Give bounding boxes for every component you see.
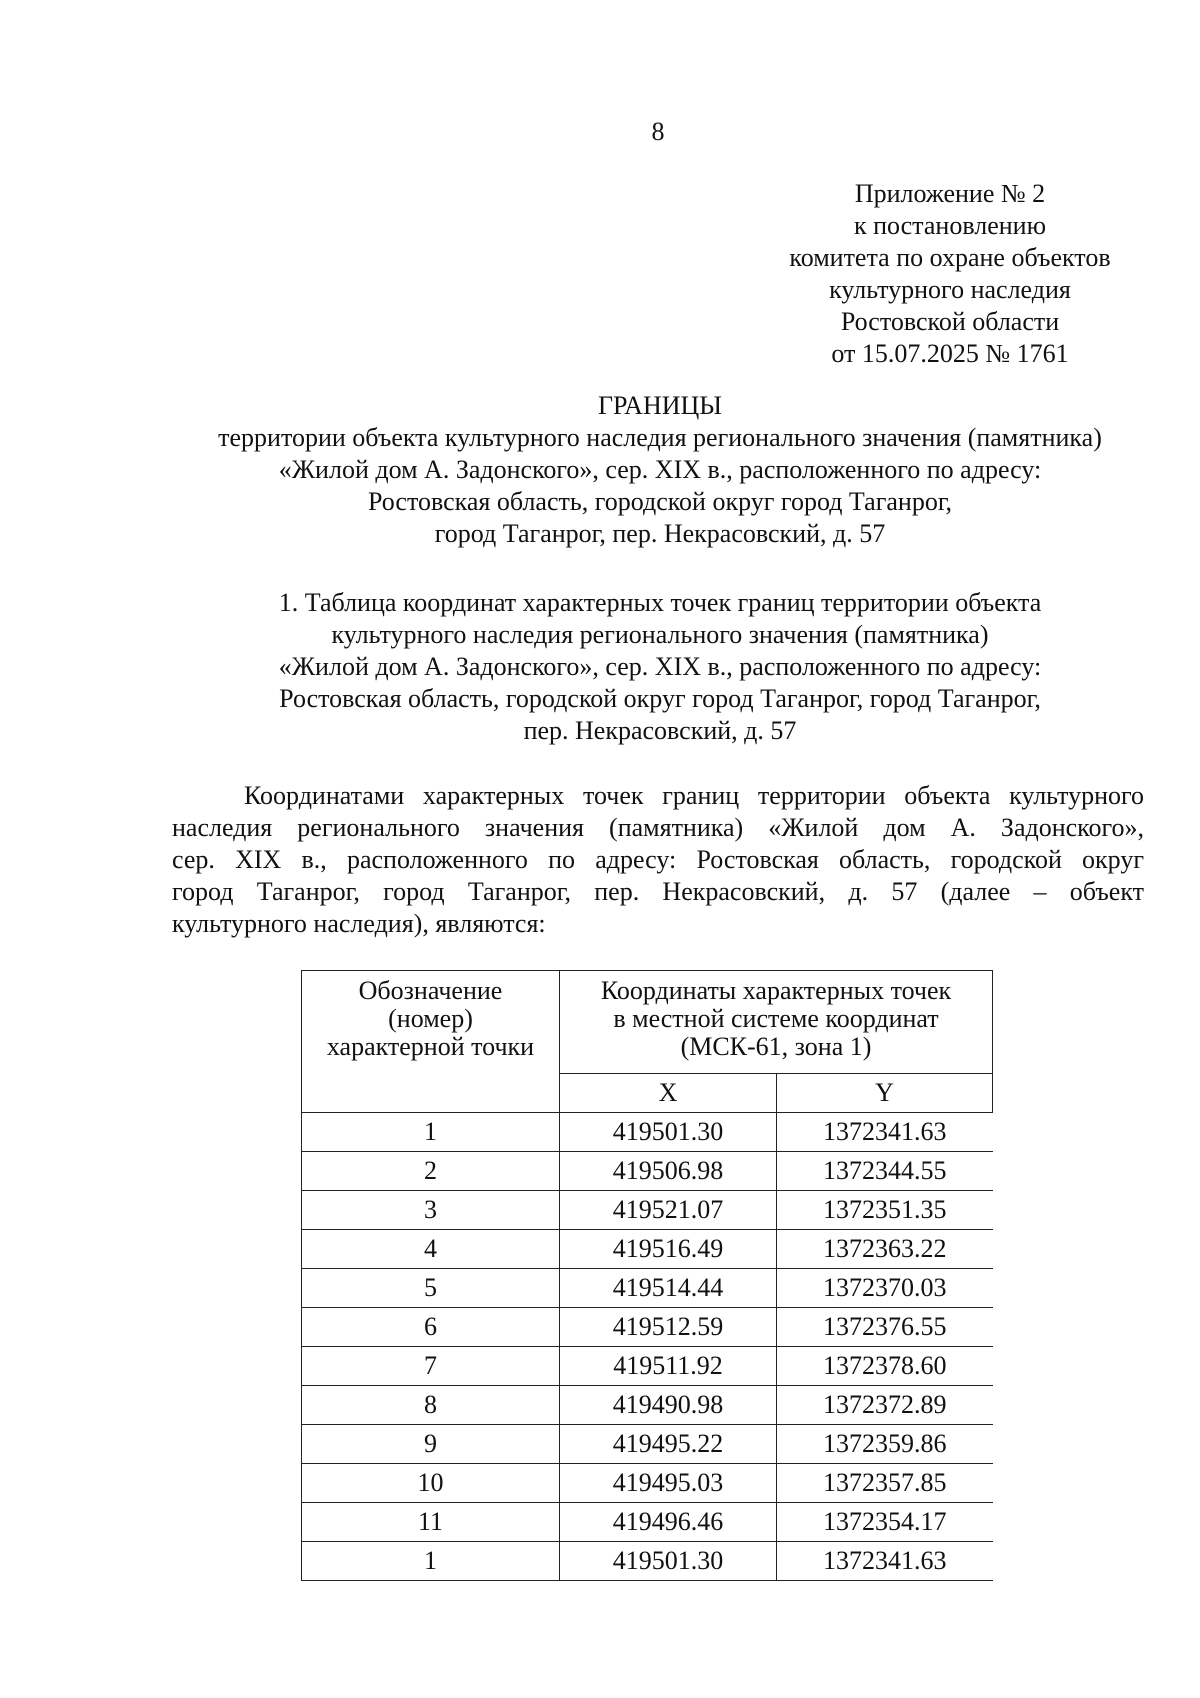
paragraph-line: культурного наследия), являются: — [172, 909, 546, 938]
cell-x: 419490.98 — [560, 1386, 777, 1425]
cell-y: 1372344.55 — [777, 1152, 993, 1191]
cell-x: 419506.98 — [560, 1152, 777, 1191]
cell-point-number: 7 — [302, 1347, 560, 1386]
cell-x: 419501.30 — [560, 1542, 777, 1581]
table-row — [302, 1308, 993, 1347]
cell-x: 419511.92 — [560, 1347, 777, 1386]
cell-point-number: 4 — [302, 1230, 560, 1269]
header-x: X — [560, 1074, 777, 1113]
header-designation — [302, 971, 560, 1113]
cell-y: 1372341.63 — [777, 1113, 993, 1152]
table-caption-line: Ростовская область, городской округ город Таганрог, город Таганрог, — [279, 684, 1041, 713]
table-row — [302, 1542, 993, 1581]
cell-x: 419514.44 — [560, 1269, 777, 1308]
table-caption — [140, 587, 1180, 747]
appendix-line: культурного наследия — [829, 275, 1071, 304]
cell-y: 1372357.85 — [777, 1464, 993, 1503]
table-caption-line: «Жилой дом А. Задонского», сер. XIX в., расположенного по адресу: — [278, 652, 1042, 681]
header-coordinates — [560, 971, 993, 1074]
appendix-line: комитета по охране объектов — [789, 243, 1111, 272]
paragraph-line: Координатами характерных точек границ территории объекта культурного — [244, 781, 1144, 810]
page-number: 8 — [651, 117, 665, 146]
table-row — [302, 1113, 993, 1152]
cell-point-number: 6 — [302, 1308, 560, 1347]
cell-x: 419495.22 — [560, 1425, 777, 1464]
title-line: город Таганрог, пер. Некрасовский, д. 57 — [434, 519, 886, 548]
table-row — [302, 1464, 993, 1503]
table-row — [302, 1503, 993, 1542]
cell-y: 1372354.17 — [777, 1503, 993, 1542]
cell-y: 1372351.35 — [777, 1191, 993, 1230]
coordinates-table — [301, 970, 993, 1581]
title-line: Ростовская область, городской округ город Таганрог, — [367, 487, 953, 516]
cell-point-number: 2 — [302, 1152, 560, 1191]
cell-y: 1372359.86 — [777, 1425, 993, 1464]
appendix-line: Приложение № 2 — [854, 179, 1046, 208]
document-title — [140, 390, 1180, 550]
table-row — [302, 1386, 993, 1425]
table-row — [302, 1191, 993, 1230]
cell-x: 419495.03 — [560, 1464, 777, 1503]
cell-point-number: 3 — [302, 1191, 560, 1230]
cell-point-number: 8 — [302, 1386, 560, 1425]
table-row — [302, 1425, 993, 1464]
table-caption-line: пер. Некрасовский, д. 57 — [523, 716, 797, 745]
cell-y: 1372372.89 — [777, 1386, 993, 1425]
cell-y: 1372378.60 — [777, 1347, 993, 1386]
appendix-line: Ростовской области — [840, 307, 1060, 336]
paragraph-line: наследия регионального значения (памятника) «Жилой дом А. Задонского», — [172, 813, 1144, 842]
table-row — [302, 1347, 993, 1386]
appendix-line: к постановлению — [853, 211, 1047, 240]
cell-y: 1372370.03 — [777, 1269, 993, 1308]
header-designation-line: характерной точки — [326, 1032, 535, 1061]
cell-point-number: 1 — [302, 1113, 560, 1152]
cell-x: 419496.46 — [560, 1503, 777, 1542]
cell-x: 419512.59 — [560, 1308, 777, 1347]
cell-x: 419521.07 — [560, 1191, 777, 1230]
header-y: Y — [777, 1074, 993, 1113]
table-row — [302, 1269, 993, 1308]
header-designation-line: (номер) — [388, 1004, 473, 1033]
cell-point-number: 9 — [302, 1425, 560, 1464]
cell-x: 419516.49 — [560, 1230, 777, 1269]
cell-point-number: 1 — [302, 1542, 560, 1581]
cell-y: 1372376.55 — [777, 1308, 993, 1347]
table-caption-line: 1. Таблица координат характерных точек границ территории объекта — [278, 588, 1042, 617]
table-row — [302, 1152, 993, 1191]
cell-x: 419501.30 — [560, 1113, 777, 1152]
title-heading: ГРАНИЦЫ — [598, 391, 722, 420]
cell-y: 1372341.63 — [777, 1542, 993, 1581]
cell-point-number: 10 — [302, 1464, 560, 1503]
appendix-line: от 15.07.2025 № 1761 — [831, 339, 1069, 368]
table-header-row — [302, 971, 993, 1074]
title-line: «Жилой дом А. Задонского», сер. XIX в., расположенного по адресу: — [278, 455, 1042, 484]
table-row — [302, 1230, 993, 1269]
cell-point-number: 5 — [302, 1269, 560, 1308]
header-coordinates-line: в местной системе координат — [613, 1004, 939, 1033]
table-caption-line: культурного наследия регионального значения (памятника) — [331, 620, 989, 649]
cell-point-number: 11 — [302, 1503, 560, 1542]
paragraph-line: сер. XIX в., расположенного по адресу: Ростовская область, городской округ — [172, 845, 1144, 874]
body-paragraph — [172, 780, 1144, 940]
header-coordinates-line: Координаты характерных точек — [600, 976, 952, 1005]
title-line: территории объекта культурного наследия регионального значения (памятника) — [218, 423, 1102, 452]
appendix-block — [720, 178, 1180, 370]
table-body — [302, 1113, 993, 1581]
cell-y: 1372363.22 — [777, 1230, 993, 1269]
paragraph-line: город Таганрог, город Таганрог, пер. Некрасовский, д. 57 (далее – объект — [172, 877, 1144, 906]
header-designation-line: Обозначение — [358, 976, 503, 1005]
header-coordinates-line: (МСК-61, зона 1) — [680, 1032, 872, 1061]
